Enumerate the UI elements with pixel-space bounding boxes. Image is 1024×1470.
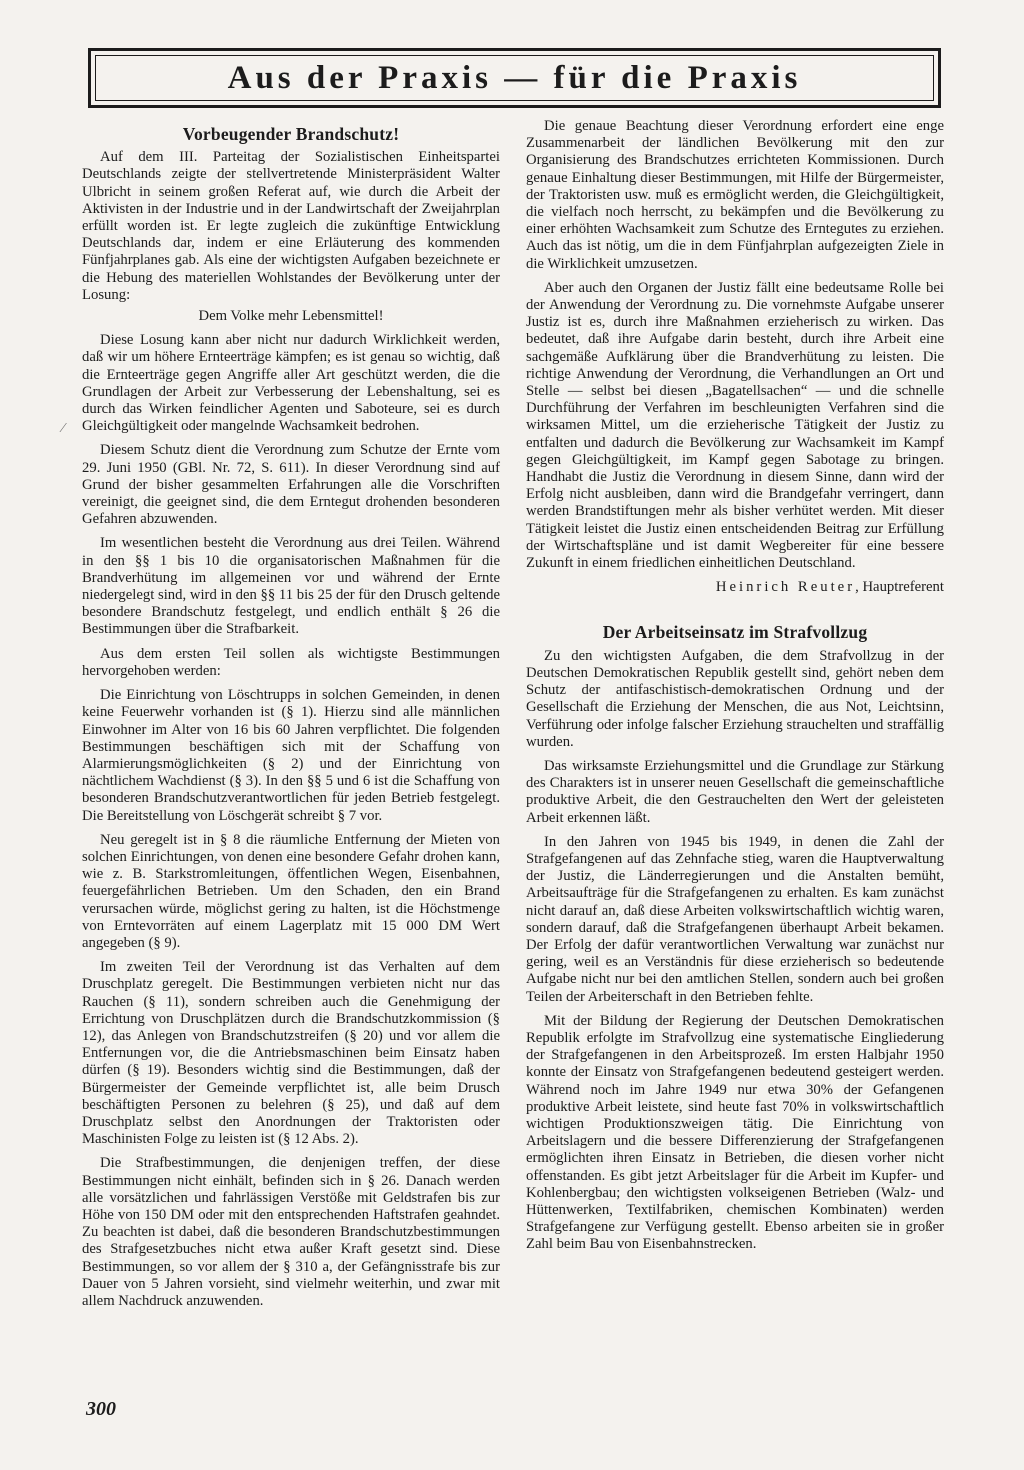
author-role: , Hauptreferent xyxy=(855,579,944,596)
paragraph: Die Strafbestimmungen, die denjenigen treffen, der diese Bestimmungen nicht einhält, befinden sich in § 26. Danach werden alle vorsätzlichen und fahrlässigen Verstöße mit Geldstrafen bis zur Höhe von 150 DM oder mit den entsprechenden Haftstrafen geahndet. Zu beachten ist dabei, daß die besonderen Brandschutzbestimmungen des Strafgesetzbuches nicht etwa außer Kraft gesetzt sind. Diese Bestimmungen, so vor allem der § 310 a, der Gefängnisstrafe bis zur Dauer von 5 Jahren vorsieht, sind vielmehr weiterhin, und zwar mit allem Nachdruck anzuwenden. xyxy=(82,1155,500,1309)
paragraph: Die genaue Beachtung dieser Verordnung erfordert eine enge Zusammenarbeit der ländlichen Bevölkerung mit den zur Organisierung des Brandschutzes errichteten Kommissionen. Durch genaue Einhaltung dieser Bestimmungen, mit Hilfe der Bürgermeister, der Traktoristen usw. muß es ermöglicht werden, die Gleichgültigkeit, die vielfach noch herrscht, zu bekämpfen und die Bevölkerung zu einer erhöhten Wachsamkeit zum Schutze des Erntegutes zu erziehen. Auch das ist nötig, um die in dem Fünfjahrplan aufgezeigten Ziele in die Wirklichkeit umzusetzen. xyxy=(526,118,944,272)
article-title: Vorbeugender Brandschutz! xyxy=(182,124,400,144)
paragraph: Aus dem ersten Teil sollen als wichtigste Bestimmungen hervorgehoben werden: xyxy=(82,645,500,679)
paragraph: In den Jahren von 1945 bis 1949, in denen die Zahl der Strafgefangenen auf das Zehnfache stieg, waren die Hauptverwaltung der Justiz, die Länderregierungen und die Anstalten bemüht, Arbeitsaufträge für die Strafgefangenen zu erhalten. Es kam zunächst nicht darauf an, daß diese Arbeiten volkswirtschaftlich wichtig waren, sondern darauf, daß die Strafgefangenen überhaupt Arbeit bekamen. Der Erfolg der dafür verantwortlichen Verwaltung war zunächst nur gering, weil es an Verständnis für diese erzieherisch so bedeutende Aufgabe nicht nur bei den amtlichen Stellen, sondern auch bei großen Teilen der Arbeiterschaft in den Betrieben fehlte. xyxy=(526,833,944,1005)
author-signature xyxy=(526,579,944,596)
paragraph: Diesem Schutz dient die Verordnung zum Schutze der Ernte vom 29. Juni 1950 (GBl. Nr. 72, S. 611). In dieser Verordnung sind auf Grund der bisher gesammelten Erfahrungen alle die Vorschriften vereinigt, die geeignet sind, die dem Erntegut drohenden besonderen Gefahren abzuwenden. xyxy=(82,442,500,528)
page-number: 300 xyxy=(86,1398,116,1420)
paragraph: Mit der Bildung der Regierung der Deutschen Demokratischen Republik erfolgte im Strafvollzug eine systematische Eingliederung der Strafgefangenen in den Arbeitsprozeß. Im ersten Halbjahr 1950 konnte der Einsatz von Strafgefangenen bedeutend gesteigert werden. Während noch im Jahre 1949 nur etwa 30% der Gefangenen produktive Arbeit leistete, sind heute fast 70% in volkswirtschaftlich wichtigen Produktionszweigen tätig. Die Einrichtung von Arbeitslagern und die bessere Differenzierung der Strafgefangenen ermöglichten ihren Einsatz in Betrieben, die diesen vorher nicht offenstanden. Es gibt jetzt Arbeitslager für die Arbeit im Kupfer- und Kohlenbergbau; den wichtigsten volkseigenen Betrieben (Walz- und Hüttenwerken, Textilfabriken, chemischen Kombinaten) werden Strafgefangene zur Verfügung gestellt. Ebenso arbeiten sie in großer Zahl beim Bau von Eisenbahnstrecken. xyxy=(526,1012,944,1253)
paragraph: Im zweiten Teil der Verordnung ist das Verhalten auf dem Druschplatz geregelt. Die Bestimmungen verbieten nicht nur das Rauchen (§ 11), sondern schreiben auch die Genehmigung der Errichtung von Druschplätzen durch die Brandschutzkommission (§ 12), das Anlegen von Brandschutzstreifen (§ 20) und vor allem die Entfernungen vor, die die Antriebsmaschinen beim Einsatz haben dürfen (§ 19). Besonders wichtig sind die Bestimmungen, daß der Bürgermeister der Gemeinde verpflichtet ist, alle beim Drusch beschäftigten Personen zu belehren (§ 25), und daß auf dem Druschplatz selbst den Anordnungen der Traktoristen oder Maschinisten Folge zu leisten ist (§ 12 Abs. 2). xyxy=(82,959,500,1148)
paragraph: Im wesentlichen besteht die Verordnung aus drei Teilen. Während in den §§ 1 bis 10 die organisatorischen Maßnahmen für die Brandverhütung im allgemeinen vor und während der Ernte niedergelegt sind, wird in den §§ 11 bis 25 der für den Drusch geltende besondere Brandschutz festgelegt, und endlich enthält § 26 die Bestimmungen über die Strafbarkeit. xyxy=(82,535,500,638)
paragraph: Neu geregelt ist in § 8 die räumliche Entfernung der Mieten von solchen Einrichtungen, von denen eine besondere Gefahr drohen kann, wie z. B. Starkstromleitungen, öffentlichen Wegen, Eisenbahnen, feuergefährlichen Betrieben. Um den Schaden, den ein Brand verursachen würde, möglichst gering zu halten, ist die Höchstmenge von Erntevorräten auf einem Lagerplatz mit 15 000 DM Wert angegeben (§ 9). xyxy=(82,831,500,951)
paragraph: Aber auch den Organen der Justiz fällt eine bedeutsame Rolle bei der Anwendung der Verordnung zu. Die vornehmste Aufgabe unserer Justiz ist es, durch ihre Maßnahmen erzieherisch zu wirken. Das bedeutet, daß ihre Aufgabe darin besteht, durch ihre Arbeit eine sachgemäße Aufklärung über die Brandverhütung zu leisten. Die richtige Anwendung der Verordnung, die Verhandlungen an Ort und Stelle — selbst bei diesen „Bagatellsachen“ — und die schnelle Durchführung der Verfahren im beschleunigten Verfahren sind die wirksamen Mittel, um die erzieherische Tätigkeit der Justiz zu entfalten und dadurch die Bevölkerung zur Wachsamkeit im Kampf gegen Gleichgültigkeit, im Kampf gegen Sabotage zu bringen. Handhabt die Justiz die Verordnung in diesem Sinne, dann wird der Erfolg nicht ausbleiben, dann wird die Brandgefahr verringert, dann werden Brandstiftungen mehr als bisher verhütet werden. Mit dieser Tätigkeit leistet die Justiz einen entscheidenden Beitrag zur Erfüllung der Wirtschaftspläne und ist damit Wegbereiter für eine bessere Zukunft in einem friedlichen einheitlichen Deutschland. xyxy=(526,279,944,572)
paragraph: Diese Losung kann aber nicht nur dadurch Wirklichkeit werden, daß wir um höhere Ernteerträge kämpfen; es ist genau so wichtig, daß die Ernteerträge gegen Angriffe aller Art geschützt werden, die die Grundlagen der Arbeit zur Verbesserung der Lebenshaltung, sei es durch das Wirken feindlicher Agenten und Saboteure, sei es durch Gleichgültigkeit oder mangelnde Wachsamkeit bedrohen. xyxy=(82,332,500,435)
author-name: Heinrich Reuter xyxy=(715,579,856,596)
article-title: Der Arbeitseinsatz im Strafvollzug xyxy=(602,622,868,643)
paragraph: Die Einrichtung von Löschtrupps in solchen Gemeinden, in denen keine Feuerwehr vorhanden ist (§ 1). Hierzu sind alle männlichen Einwohner im Alter von 16 bis 60 Jahren verpflichtet. Die folgenden Bestimmungen beschäftigen sich mit der Schaffung von Alarmierungsmöglichkeiten (§ 2) und der Einrichtung von nächtlichem Wachdienst (§ 3). In den §§ 5 und 6 ist die Schaffung von besonderen Brandschutzverantwortlichen für jeden Betrieb festgelegt. Die Bereitstellung von Löschgerät schreibt § 7 vor. xyxy=(82,687,500,824)
right-column xyxy=(526,118,944,1261)
margin-mark: ⁄ xyxy=(62,421,65,436)
paragraph: Das wirksamste Erziehungsmittel und die Grundlage zur Stärkung des Charakters ist in unserer neuen Gesellschaft die gemeinschaftliche produktive Arbeit, die den Gestrauchelten den Wert der geleisteten Arbeit erkennen läßt. xyxy=(526,757,944,826)
left-column xyxy=(82,118,500,1317)
slogan: Dem Volke mehr Lebensmittel! xyxy=(198,308,384,325)
section-title: Aus der Praxis — für die Praxis xyxy=(227,59,802,96)
paragraph: Auf dem III. Parteitag der Sozialistischen Einheitspartei Deutschlands zeigte der stellvertretende Ministerpräsident Walter Ulbricht in seinem großen Referat auf, wie durch die Arbeit der Aktivisten in der Industrie und in der Landwirtschaft der Zweijahrplan erfüllt worden ist. Er legte zugleich die zukünftige Entwicklung Deutschlands dar, indem er eine Erläuterung des kommenden Fünfjahrplanes gab. Als eine der wichtigsten Aufgaben bezeichnete er die Hebung des materiellen Wohlstandes der Bevölkerung unter der Losung: xyxy=(82,149,500,303)
section-header xyxy=(88,48,941,108)
paragraph: Zu den wichtigsten Aufgaben, die dem Strafvollzug in der Deutschen Demokratischen Republik gestellt sind, gehört neben dem Schutz der antifaschistisch-demokratischen Ordnung und der Gesellschaft die Erziehung der Menschen, die aus Not, Leichtsinn, Verführung oder infolge falscher Erziehung strauchelten und straffällig wurden. xyxy=(526,647,944,750)
